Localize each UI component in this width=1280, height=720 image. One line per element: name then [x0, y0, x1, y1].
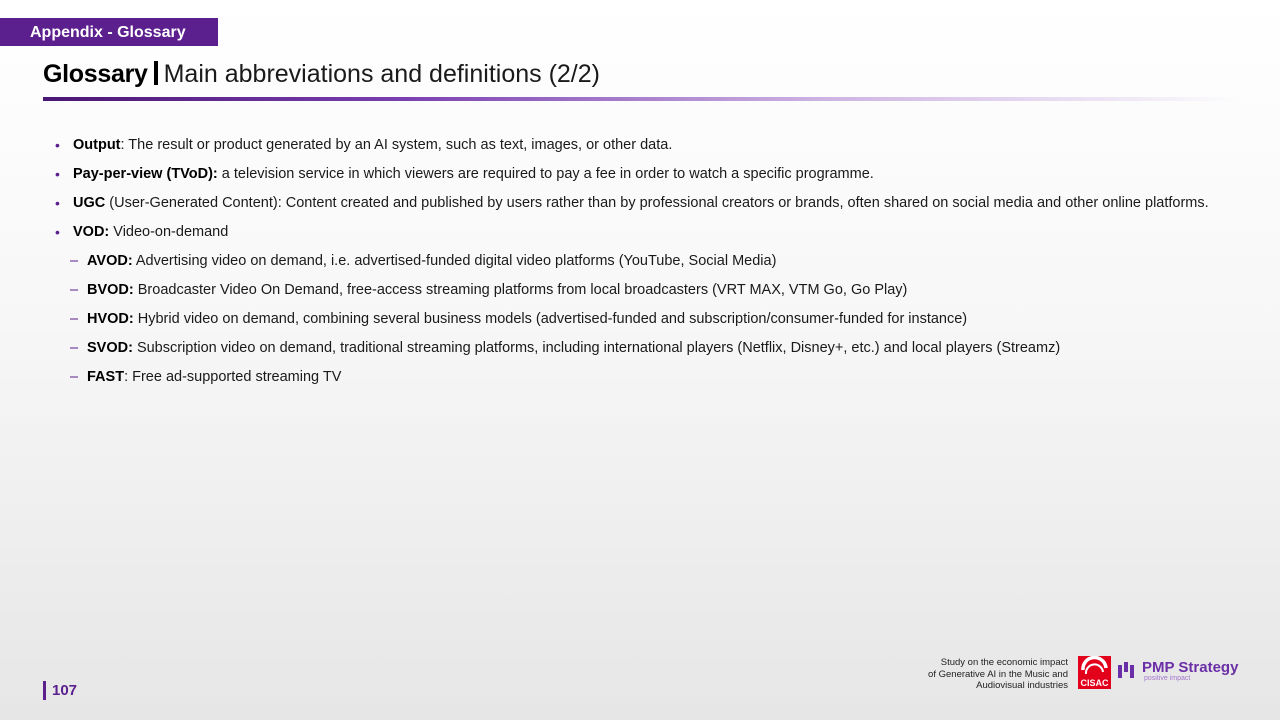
glossary-term: Pay-per-view (TVoD): — [73, 166, 218, 182]
pmp-tagline: positive impact — [1144, 675, 1191, 682]
bullet-icon: • — [55, 166, 60, 182]
glossary-definition: Video-on-demand — [109, 224, 229, 240]
glossary-subitem-bvod — [55, 281, 1215, 299]
glossary-definition: Hybrid video on demand, combining several business models (advertised-funded and subscription/consumer-funded for instance) — [133, 311, 968, 327]
glossary-subitem-avod — [55, 252, 1215, 270]
glossary-subitem-fast — [55, 368, 1215, 386]
glossary-definition: Broadcaster Video On Demand, free-access streaming platforms from local broadcasters (VRT MAX, VTM Go, Go Play) — [133, 282, 908, 298]
pmp-name: PMP Strategy — [1142, 659, 1239, 676]
cisac-logo-text: CISAC — [1080, 678, 1109, 688]
section-tag: Appendix - Glossary — [0, 18, 218, 46]
dash-icon: – — [70, 369, 79, 385]
page-title — [43, 58, 600, 90]
glossary-term: VOD: — [73, 224, 110, 240]
study-caption — [848, 657, 1068, 692]
glossary-subitem-hvod — [55, 310, 1215, 328]
glossary-term: UGC — [73, 195, 106, 211]
glossary-definition: a television service in which viewers are required to pay a fee in order to watch a specific programme. — [217, 166, 874, 182]
dash-icon: – — [70, 253, 79, 269]
glossary-definition: : Free ad-supported streaming TV — [124, 369, 342, 385]
glossary-term: AVOD: — [87, 253, 133, 269]
bullet-icon: • — [55, 224, 60, 240]
glossary-subitem-svod — [55, 339, 1215, 357]
title-underline — [43, 97, 1240, 101]
glossary-term: FAST — [87, 369, 125, 385]
cisac-logo-icon — [1078, 656, 1111, 689]
page-number: 107 — [43, 681, 77, 700]
glossary-definition: (User-Generated Content): Content created and published by users rather than by professional creators or brands, often shared on social media and other online platforms. — [105, 195, 1209, 211]
glossary-term: BVOD: — [87, 282, 134, 298]
title-bold: Glossary — [43, 60, 148, 88]
pmp-mark-icon — [1118, 662, 1138, 678]
glossary-item-output — [55, 136, 1215, 154]
study-caption-line: Audiovisual industries — [976, 680, 1068, 691]
bullet-icon: • — [55, 137, 60, 153]
study-caption-line: of Generative AI in the Music and — [928, 668, 1068, 680]
bullet-icon: • — [55, 195, 60, 211]
glossary-item-ugc — [55, 194, 1215, 212]
glossary-term: SVOD: — [87, 340, 133, 356]
dash-icon: – — [70, 340, 79, 356]
study-caption-line: Study on the economic impact — [940, 657, 1068, 668]
title-subtitle: Main abbreviations and definitions (2/2) — [163, 60, 600, 88]
glossary-definition: Advertising video on demand, i.e. advertised-funded digital video platforms (YouTube, Social Media) — [132, 253, 777, 269]
pmp-strategy-logo — [1118, 660, 1243, 686]
glossary-definition: Subscription video on demand, traditional streaming platforms, including international players (Netflix, Disney+, etc.) and local players (Streamz) — [132, 340, 1061, 356]
glossary-term: Output — [73, 137, 121, 153]
dash-icon: – — [70, 311, 79, 327]
glossary-item-vod — [55, 223, 1215, 241]
cisac-logo — [1078, 656, 1111, 689]
glossary-definition: : The result or product generated by an AI system, such as text, images, or other data. — [120, 137, 673, 153]
glossary-term: HVOD: — [87, 311, 134, 327]
dash-icon: – — [70, 282, 79, 298]
title-separator — [154, 61, 158, 85]
glossary-item-pay-per-view — [55, 165, 1215, 183]
glossary-list — [55, 136, 1215, 397]
